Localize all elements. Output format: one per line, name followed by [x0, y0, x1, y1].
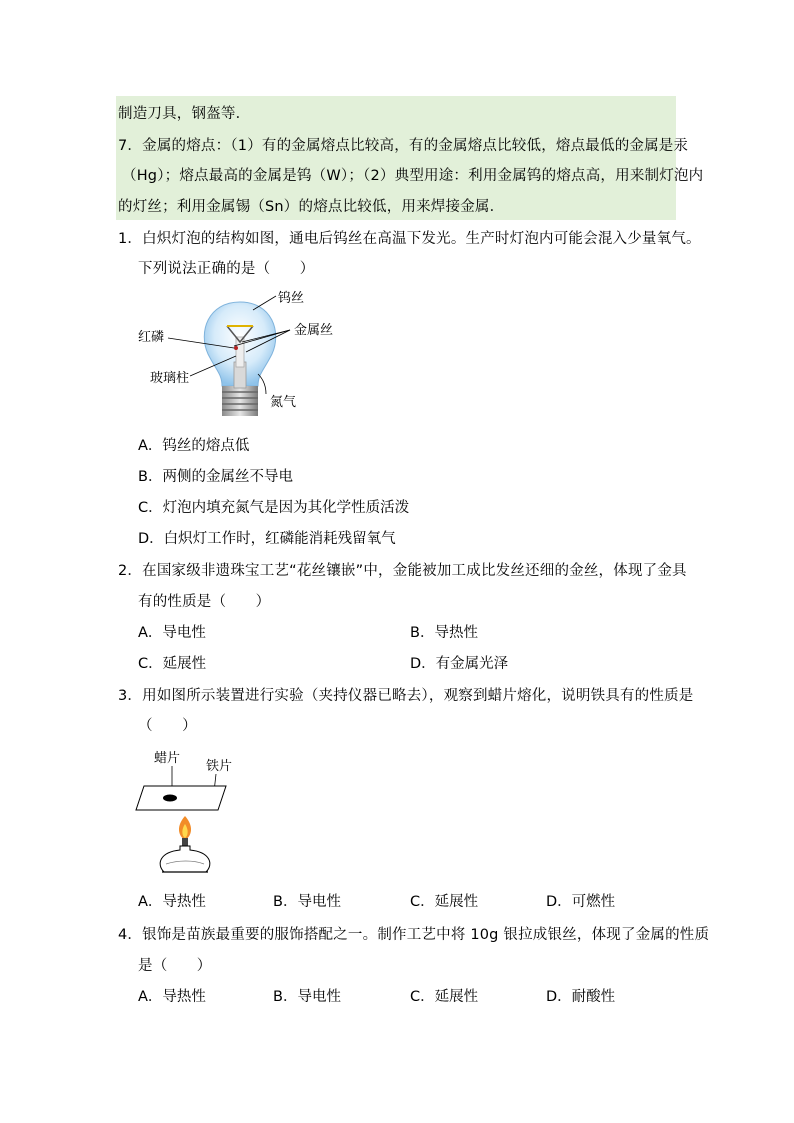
label-nitrogen: 氮气 [270, 395, 297, 410]
question-1-stem-line-1: 1．白炽灯泡的结构如图，通电后钨丝在高温下发光。生产时灯泡内可能会混入少量氧气。 [118, 231, 701, 247]
question-1-stem-line-2: 下列说法正确的是（ ） [138, 261, 315, 277]
question-3-stem-line-2: （ ） [138, 718, 197, 734]
question-1-option-b[interactable]: B．两侧的金属丝不导电 [138, 469, 293, 485]
light-bulb-figure [130, 282, 334, 422]
knowledge-line-2: 7．金属的熔点：（1）有的金属熔点比较高，有的金属熔点比较低，熔点最低的金属是汞 [118, 138, 689, 154]
question-4-stem-line-1: 4．银饰是苗族最重要的服饰搭配之一。制作工艺中将 10g 银拉成银丝，体现了金属的性质 [118, 927, 710, 943]
question-3-option-d[interactable]: D．可燃性 [546, 894, 616, 910]
question-1-option-d[interactable]: D．白炽灯工作时，红磷能消耗残留氧气 [138, 531, 396, 547]
question-2-stem-line-1: 2．在国家级非遗珠宝工艺“花丝镶嵌”中，金能被加工成比发丝还细的金丝，体现了金具 [118, 563, 687, 579]
label-wax: 蜡片 [154, 751, 181, 766]
question-3-option-c[interactable]: C．延展性 [410, 894, 479, 910]
question-1-option-c[interactable]: C．灯泡内填充氮气是因为其化学性质活泼 [138, 500, 410, 516]
label-red-phosphorus: 红磷 [138, 330, 165, 345]
label-glass-rod: 玻璃柱 [150, 371, 190, 386]
heating-apparatus-figure [130, 740, 240, 880]
question-3-stem-line-1: 3．用如图所示装置进行实验（夹持仪器已略去），观察到蜡片熔化，说明铁具有的性质是 [118, 688, 694, 704]
question-3-option-a[interactable]: A．导热性 [138, 894, 206, 910]
question-2-option-c[interactable]: C．延展性 [138, 656, 207, 672]
label-iron: 铁片 [206, 759, 233, 774]
knowledge-line-3: （Hg）；熔点最高的金属是钨（W）；（2）典型用途：利用金属钨的熔点高，用来制灯泡内 [122, 168, 704, 184]
question-4-option-a[interactable]: A．导热性 [138, 989, 206, 1005]
knowledge-line-1: 制造刀具，钢盔等． [118, 106, 251, 122]
label-tungsten: 钨丝 [278, 291, 305, 306]
question-2-option-d[interactable]: D．有金属光泽 [410, 656, 509, 672]
question-2-option-a[interactable]: A．导电性 [138, 625, 206, 641]
question-4-option-d[interactable]: D．耐酸性 [546, 989, 616, 1005]
question-4-stem-line-2: 是（ ） [138, 958, 212, 974]
question-2-option-b[interactable]: B．导热性 [410, 625, 478, 641]
label-metal-wire: 金属丝 [294, 323, 334, 338]
question-4-option-c[interactable]: C．延展性 [410, 989, 479, 1005]
question-4-option-b[interactable]: B．导电性 [273, 989, 341, 1005]
question-3-option-b[interactable]: B．导电性 [273, 894, 341, 910]
question-1-option-a[interactable]: A．钨丝的熔点低 [138, 438, 250, 454]
question-2-stem-line-2: 有的性质是（ ） [138, 594, 271, 610]
knowledge-line-4: 的灯丝；利用金属锡（Sn）的熔点比较低，用来焊接金属． [118, 199, 505, 215]
